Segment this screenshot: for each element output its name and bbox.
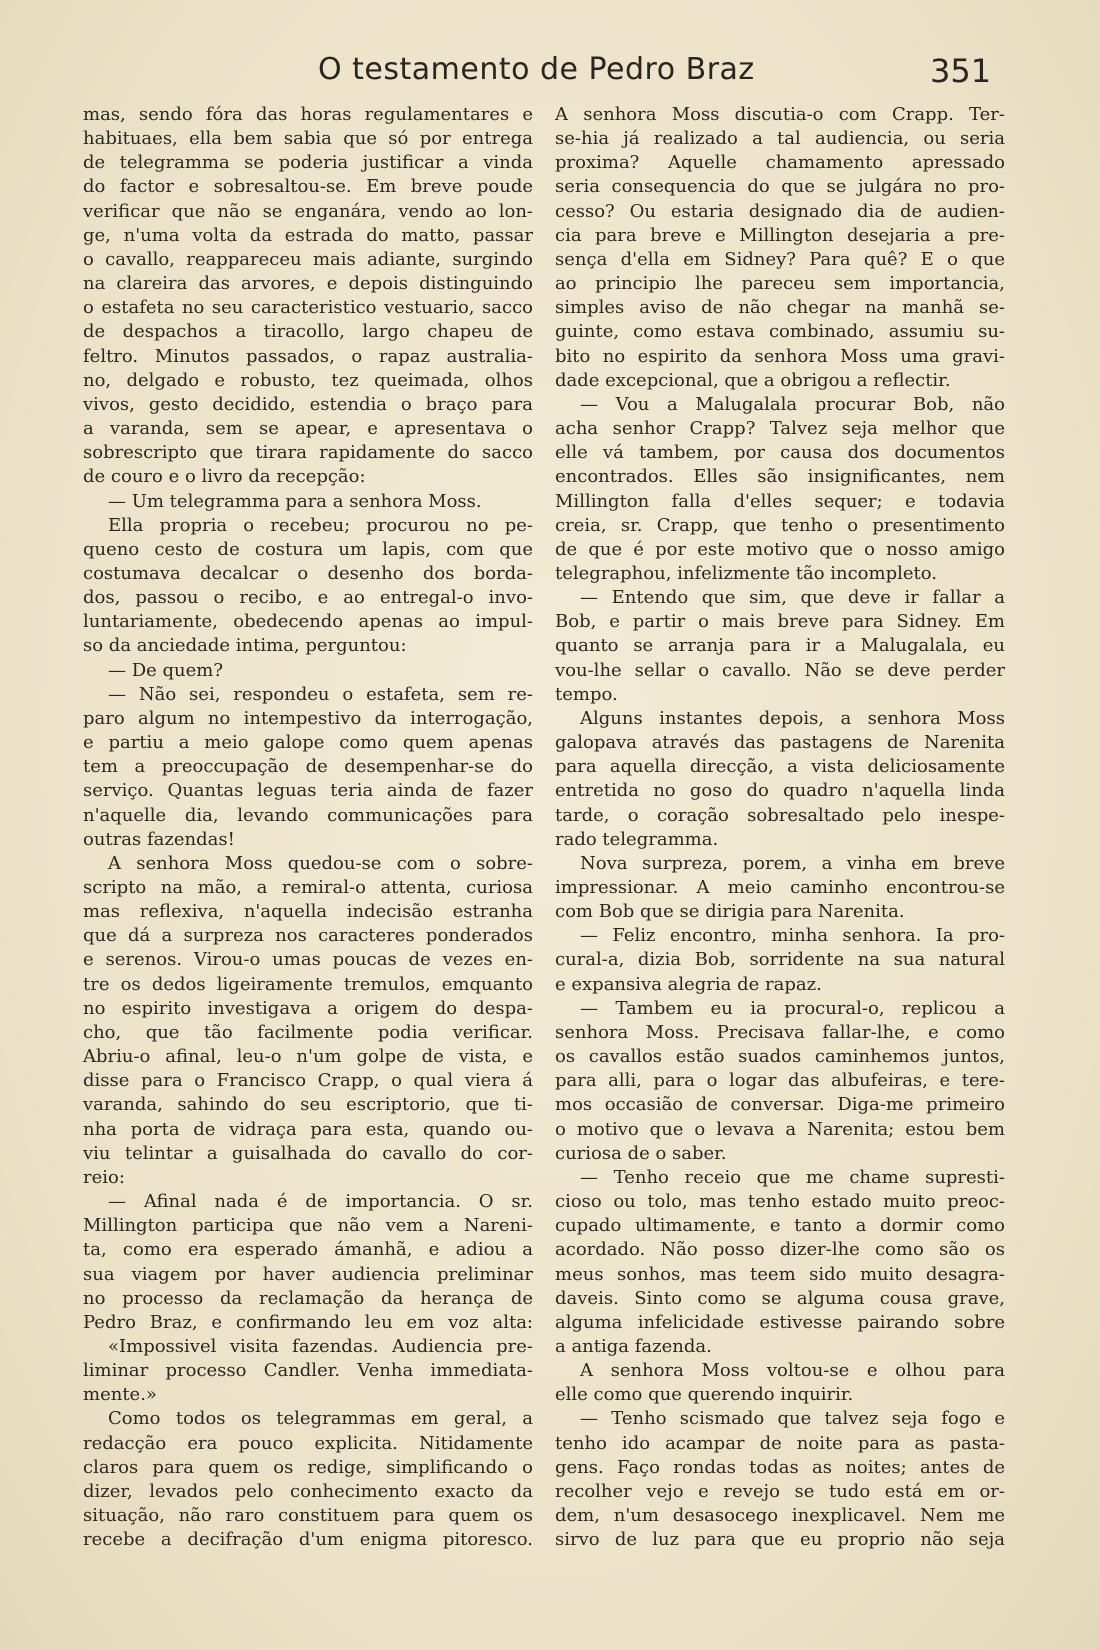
text-line: mente.» — [83, 1384, 157, 1406]
text-line: galopava através das pastagens de Narenita — [555, 732, 1005, 754]
text-line: o cavallo, reappareceu mais adiante, surgindo — [83, 248, 533, 270]
left-text-column — [83, 103, 533, 1552]
text-line: n'aquelle dia, levando communicações para — [83, 804, 533, 826]
text-line: e partiu a meio galope como quem apenas — [83, 732, 533, 754]
text-line: disse para o Francisco Crapp, o qual viera á — [83, 1070, 533, 1092]
text-line: os cavallos estão suados caminhemos juntos, — [555, 1046, 1005, 1068]
text-line: reio: — [83, 1166, 125, 1188]
text-line: verificar que não se enganára, vendo ao lon- — [83, 200, 533, 222]
text-line: Nova surpreza, porem, a vinha em breve — [580, 852, 1005, 874]
text-line: e serenos. Virou-o umas poucas de vezes en- — [83, 949, 533, 971]
text-line: situação, não raro constituem para quem os — [83, 1505, 533, 1527]
text-line: ao principio lhe pareceu sem importancia, — [555, 273, 1005, 295]
text-line: — De quem? — [108, 659, 224, 681]
text-line: cural-a, dizia Bob, sorridente na sua natural — [555, 949, 1005, 971]
text-line: entretida no goso do quadro n'aquella linda — [555, 780, 1005, 802]
text-line: bito no espirito da senhora Moss uma gravi- — [555, 345, 1005, 367]
page-number: 351 — [930, 52, 992, 90]
text-line: vivos, gesto decidido, estendia o braço para — [83, 393, 533, 415]
text-line: meus sonhos, mas teem sido muito desagra- — [555, 1263, 1005, 1285]
text-line: proxima? Aquelle chamamento apressado — [555, 152, 1005, 174]
text-line: seria consequencia do que se julgára no pro- — [555, 176, 1005, 198]
text-line: no processo da reclamação da herança de — [83, 1287, 533, 1309]
text-line: ge, n'uma volta da estrada do matto, passar — [83, 224, 533, 246]
text-line: luntariamente, obedecendo apenas ao impul- — [83, 611, 533, 633]
text-line: Ella propria o recebeu; procurou no pe- — [108, 514, 533, 536]
text-line: alguma infelicidade estivesse pairando sobre — [555, 1311, 1005, 1333]
text-line: habituaes, ella bem sabia que só por entrega — [83, 128, 533, 150]
text-line: — Entendo que sim, que deve ir fallar a — [580, 587, 1005, 609]
text-line: Alguns instantes depois, a senhora Moss — [580, 707, 1005, 729]
text-line: tarde, o coração sobresaltado pelo inespe- — [555, 804, 1005, 826]
text-line: A senhora Moss quedou-se com o sobre- — [108, 852, 533, 874]
text-line: tre os dedos ligeiramente tremulos, emquanto — [83, 973, 533, 995]
text-line: curiosa de o saber. — [555, 1142, 727, 1164]
text-line: dos, passou o recibo, e ao entregal-o invo- — [83, 587, 533, 609]
text-line: acha senhor Crapp? Talvez seja melhor que — [555, 418, 1005, 440]
text-line: telegraphou, infelizmente tão incompleto. — [555, 562, 937, 584]
text-line: so da anciedade intima, perguntou: — [83, 635, 407, 657]
text-line: sirvo de luz para que eu proprio não seja — [555, 1529, 1005, 1551]
text-line: dizer, levados pelo conhecimento exacto da — [83, 1480, 533, 1502]
text-line: — Tenho receio que me chame supresti- — [580, 1166, 1005, 1188]
text-line: e expansiva alegria de rapaz. — [555, 973, 822, 995]
text-line: sobrescripto que tirara rapidamente do sacco — [83, 442, 533, 464]
text-line: gens. Faço rondas todas as noites; antes de — [555, 1456, 1005, 1478]
text-line: serviço. Quantas leguas teria ainda de fazer — [83, 780, 533, 802]
text-line: A senhora Moss voltou-se e olhou para — [580, 1360, 1005, 1382]
text-line: feltro. Minutos passados, o rapaz australia- — [83, 345, 533, 367]
text-line: dade excepcional, que a obrigou a reflectir. — [555, 369, 951, 391]
text-line: para alli, para o logar das albufeiras, e tere- — [555, 1070, 1005, 1092]
text-line: no espirito investigava a origem do despa- — [83, 997, 533, 1019]
text-line: queno cesto de costura um lapis, com que — [83, 538, 533, 560]
text-line: para aquella direcção, a vista deliciosamente — [555, 756, 1005, 778]
text-line: costumava decalcar o desenho dos borda- — [83, 562, 533, 584]
text-line: liminar processo Candler. Venha immediata- — [83, 1360, 533, 1382]
text-line: Abriu-o afinal, leu-o n'um golpe de vista, e — [83, 1046, 533, 1068]
text-line: viu telintar a guisalhada do cavallo do cor- — [83, 1142, 533, 1164]
text-line: Millington falla d'elles sequer; e todavia — [555, 490, 1005, 512]
text-line: tem a preoccupação de desempenhar-se do — [83, 756, 533, 778]
text-line: Millington participa que não vem a Nareni- — [83, 1215, 533, 1237]
running-title: O testamento de Pedro Braz — [318, 52, 755, 87]
text-line: claros para quem os redige, simplificando o — [83, 1456, 533, 1478]
text-line: cioso ou tolo, mas tenho estado muito preoc- — [555, 1191, 1005, 1213]
text-line: Pedro Braz, e confirmando leu em voz alta: — [83, 1311, 533, 1333]
text-line: scripto na mão, a remiral-o attenta, curiosa — [83, 877, 533, 898]
text-line: recolher vejo e revejo se tudo está em or- — [555, 1480, 1005, 1502]
text-line: cho, que tão facilmente podia verificar. — [83, 1021, 533, 1043]
text-line: nha porta de vidraça para esta, quando ou- — [83, 1118, 533, 1140]
text-line: redacção era pouco explicita. Nitidamente — [83, 1432, 533, 1454]
text-line: — Tambem eu ia procural-o, replicou a — [580, 997, 1005, 1019]
text-line: «Impossivel visita fazendas. Audiencia pre- — [108, 1335, 533, 1357]
text-line: acordado. Não posso dizer-lhe como são os — [555, 1239, 1005, 1261]
text-line: de telegramma se poderia justificar a vinda — [83, 152, 533, 174]
text-line: — Um telegramma para a senhora Moss. — [108, 490, 482, 512]
text-line: senhora Moss. Precisava fallar-lhe, e como — [555, 1021, 1005, 1043]
text-line: encontrados. Elles são insignificantes, nem — [555, 466, 1005, 488]
text-line: tempo. — [555, 683, 618, 705]
text-line: dem, n'um desasocego inexplicavel. Nem me — [555, 1505, 1005, 1527]
text-line: mas reflexiva, n'aquella indecisão estranha — [83, 901, 533, 923]
text-line: no, delgado e robusto, tez queimada, olhos — [83, 369, 533, 391]
text-line: — Afinal nada é de importancia. O sr. — [108, 1191, 533, 1213]
text-line: simples aviso de não chegar na manhã se- — [555, 297, 1005, 319]
text-line: sença d'ella em Sidney? Para quê? E o que — [555, 248, 1005, 270]
text-line: se-hia já realizado a tal audiencia, ou seria — [555, 128, 1005, 150]
text-line: cesso? Ou estaria designado dia de audien- — [555, 200, 1005, 222]
text-line: quanto se arranja para ir a Malugalala, eu — [555, 635, 1005, 657]
text-line: com Bob que se dirigia para Narenita. — [555, 901, 905, 923]
text-line: o motivo que o levava a Narenita; estou bem — [555, 1118, 1005, 1140]
text-line: Bob, e partir o mais breve para Sidney. Em — [555, 611, 1005, 633]
text-line: — Feliz encontro, minha senhora. Ia pro- — [580, 925, 1005, 947]
text-line: tenho ido acampar de noite para as pasta- — [555, 1432, 1005, 1454]
text-line: de despachos a tiracollo, largo chapeu de — [83, 321, 533, 343]
text-line: outras fazendas! — [83, 828, 235, 850]
text-line: — Tenho scismado que talvez seja fogo e — [580, 1408, 1005, 1430]
text-line: cia para breve e Millington desejaria a pre- — [555, 224, 1005, 246]
text-line: de couro e o livro da recepção: — [83, 466, 366, 488]
right-text-column — [555, 103, 1005, 1552]
text-line: sua viagem por haver audiencia preliminar — [83, 1263, 533, 1285]
text-line: mas, sendo fóra das horas regulamentares e — [83, 104, 533, 125]
text-line: daveis. Sinto como se alguma cousa grave, — [555, 1287, 1005, 1309]
text-line: vou-lhe sellar o cavallo. Não se deve perder — [555, 659, 1005, 681]
text-line: elle vá tambem, por causa dos documentos — [555, 442, 1005, 464]
running-header — [0, 52, 1100, 102]
text-line: de que é por este motivo que o nosso amigo — [555, 538, 1005, 560]
text-line: guinte, como estava combinado, assumiu su- — [555, 321, 1005, 343]
text-line: a varanda, sem se apear, e apresentava o — [83, 418, 533, 440]
text-line: o estafeta no seu caracteristico vestuario, sacco — [83, 297, 533, 319]
text-line: — Não sei, respondeu o estafeta, sem re- — [108, 683, 533, 705]
text-line: do factor e sobresaltou-se. Em breve poude — [83, 176, 533, 198]
text-line: paro algum no intempestivo da interrogação, — [83, 707, 533, 729]
text-line: cupado ultimamente, e tanto a dormir como — [555, 1215, 1005, 1237]
text-line: que dá a surpreza nos caracteres ponderados — [83, 925, 533, 947]
text-line: Como todos os telegrammas em geral, a — [108, 1408, 533, 1430]
text-line: elle como que querendo inquirir. — [555, 1384, 854, 1406]
text-line: recebe a decifração d'um enigma pitoresco. — [83, 1529, 533, 1551]
text-line: creia, sr. Crapp, que tenho o presentimento — [555, 514, 1005, 536]
text-line: varanda, sahindo do seu escriptorio, que ti- — [83, 1094, 533, 1116]
text-line: na clareira das arvores, e depois distinguindo — [83, 273, 533, 295]
text-line: rado telegramma. — [555, 828, 719, 850]
text-line: A senhora Moss discutia-o com Crapp. Ter- — [555, 104, 1005, 125]
text-line: a antiga fazenda. — [555, 1335, 712, 1357]
text-line: ta, como era esperado ámanhã, e adiou a — [83, 1239, 533, 1261]
text-line: impressionar. A meio caminho encontrou-se — [555, 877, 1005, 898]
text-line: — Vou a Malugalala procurar Bob, não — [580, 393, 1005, 415]
text-line: mos occasião de conversar. Diga-me primeiro — [555, 1094, 1005, 1116]
